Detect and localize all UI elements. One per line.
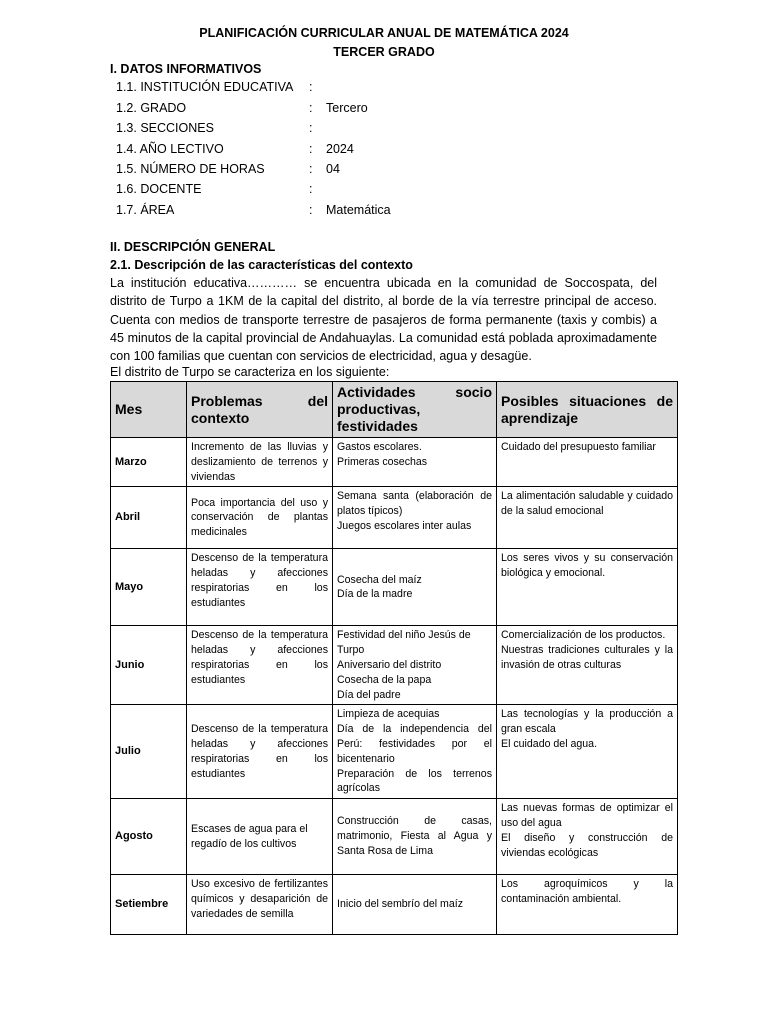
info-colon: : [309,203,313,217]
month-cell: Agosto [111,799,187,875]
info-label: 1.5. NÚMERO DE HORAS [116,162,265,176]
info-row [116,203,516,223]
situation-line: Las tecnologías y la producción a gran escala [501,708,673,736]
section-heading-descripcion: II. DESCRIPCIÓN GENERAL [110,240,276,254]
activity-line: Inicio del sembrío del maíz [337,898,464,911]
table-row [111,438,678,487]
activity-line: Cosecha del maíz [337,573,422,586]
situations-cell [497,438,678,487]
problem-cell: Descenso de la temperatura heladas y afecciones respiratorias en los estudiantes [187,705,333,799]
problem-cell: Incremento de las lluvias y deslizamiento de terrenos y viviendas [187,438,333,487]
activity-line: Día de la madre [337,588,413,601]
table-row [111,875,678,935]
header-month: Mes [111,382,187,438]
section-heading-datos: I. DATOS INFORMATIVOS [110,62,262,76]
context-table [110,381,678,935]
activity-line: Primeras cosechas [337,455,428,468]
activity-line: Preparación de los terrenos agrícolas [337,767,492,795]
header-activities: Actividades socio productivas, festividades [333,382,497,438]
info-colon: : [309,80,313,94]
info-colon: : [309,101,313,115]
month-cell: Setiembre [111,875,187,935]
info-colon: : [309,121,313,135]
situations-cell [497,705,678,799]
info-row [116,182,516,202]
info-colon: : [309,142,313,156]
month-cell: Julio [111,705,187,799]
situation-line: Los agroquímicos y la contaminación ambiental. [501,878,673,905]
info-row [116,80,516,100]
activities-cell [333,705,497,799]
situations-cell [497,875,678,935]
month-cell: Abril [111,487,187,549]
info-value: 2024 [326,142,354,156]
month-cell: Marzo [111,438,187,487]
activities-cell [333,875,497,935]
table-row [111,799,678,875]
info-row [116,121,516,141]
info-colon: : [309,162,313,176]
document-title: PLANIFICACIÓN CURRICULAR ANUAL DE MATEMÁTICA 2024 [199,26,569,40]
problem-cell: Descenso de la temperatura heladas y afecciones respiratorias en los estudiantes [187,549,333,626]
activity-line: Festividad del niño Jesús de Turpo [337,629,471,657]
situation-line: El cuidado del agua. [501,737,598,750]
situation-line: Las nuevas formas de optimizar el uso del agua [501,802,673,829]
document-subtitle: TERCER GRADO [333,45,435,59]
month-cell: Mayo [111,549,187,626]
problem-cell: Escases de agua para el regadío de los cultivos [187,799,333,875]
situations-cell [497,487,678,549]
info-row [116,142,516,162]
info-value: Tercero [326,101,368,115]
situations-cell [497,799,678,875]
table-row [111,705,678,799]
activity-line: Gastos escolares. [337,441,422,453]
info-row [116,162,516,182]
situation-line: Los seres vivos y su conservación biológica y emocional. [501,552,673,580]
activity-line: Semana santa (elaboración de platos típicos) [337,490,492,518]
info-value: Matemática [326,203,391,217]
problem-cell: Poca importancia del uso y conservación de plantas medicinales [187,487,333,549]
table-row [111,626,678,705]
situations-cell [497,626,678,705]
situations-cell [497,549,678,626]
activities-cell [333,549,497,626]
month-cell: Junio [111,626,187,705]
activity-line: Cosecha de la papa [337,673,432,686]
info-label: 1.7. ÁREA [116,203,175,217]
activities-cell [333,799,497,875]
info-label: 1.3. SECCIONES [116,121,214,135]
situation-line: Comercialización de los productos. [501,629,666,642]
activity-line: Construcción de casas, matrimonio, Fiesta al Agua y Santa Rosa de Lima [337,815,492,858]
activities-cell [333,438,497,487]
info-colon: : [309,182,313,196]
header-situations: Posibles situaciones de aprendizaje [497,382,678,438]
info-label: 1.6. DOCENTE [116,182,202,196]
situation-line: Cuidado del presupuesto familiar [501,441,656,453]
activity-line: Aniversario del distrito [337,658,442,671]
table-intro: El distrito de Turpo se caracteriza en los siguiente: [110,365,390,379]
problem-cell: Descenso de la temperatura heladas y afecciones respiratorias en los estudiantes [187,626,333,705]
info-value: 04 [326,162,340,176]
subsection-heading-contexto: 2.1. Descripción de las características del contexto [110,258,413,272]
situation-line: El diseño y construcción de viviendas ecológicas [501,831,673,859]
activities-cell [333,626,497,705]
info-label: 1.2. GRADO [116,101,187,115]
activity-line: Día del padre [337,688,401,701]
activity-line: Limpieza de acequias [337,708,440,721]
info-label: 1.4. AÑO LECTIVO [116,142,224,156]
problem-cell: Uso excesivo de fertilizantes químicos y desaparición de variedades de semilla [187,875,333,935]
activities-cell [333,487,497,549]
context-paragraph: La institución educativa………… se encuentra ubicada en la comunidad de Soccospata, del distrito de Turpo a 1KM de la capital del distrito, al borde de la vía terrestre principal de acceso. Cuenta con medios de transporte terrestre de pasajeros de forma permanente (taxis y combis) a 45 minutos de la capital provincial de Andahuaylas. La comunidad está poblada aproximadamente con 100 familias que cuentan con servicios de electricidad, agua y desagüe. [110,276,657,364]
situation-line: La alimentación saludable y cuidado de la salud emocional [501,490,673,518]
info-row [116,101,516,121]
situation-line: Nuestras tradiciones culturales y la invasión de otras culturas [501,644,673,671]
table-row [111,487,678,549]
info-label: 1.1. INSTITUCIÓN EDUCATIVA [116,80,294,94]
activity-line: Juegos escolares inter aulas [337,519,472,532]
table-header-row [111,382,678,438]
table-row [111,549,678,626]
activity-line: Día de la independencia del Perú: festividades por el bicentenario [337,723,492,765]
header-problems: Problemas del contexto [187,382,333,438]
